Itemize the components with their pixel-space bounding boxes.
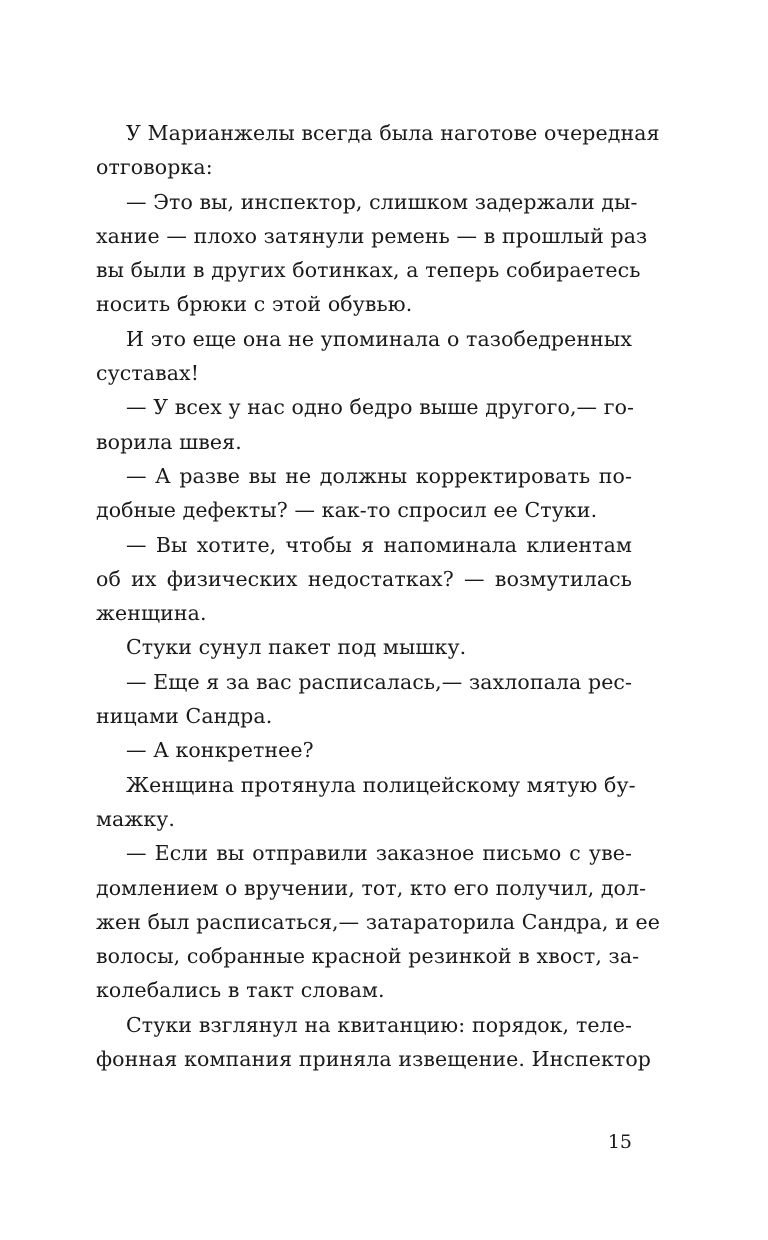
- text-line: об их физических недостатках? — возмутилась: [96, 566, 632, 591]
- text-line: волосы, собранные красной резинкой в хвост, за-: [96, 944, 640, 969]
- text-line: фонная компания приняла извещение. Инспектор: [96, 1047, 651, 1072]
- text-line: ницами Сандра.: [96, 704, 273, 729]
- text-line: Стуки взглянул на квитанцию: порядок, теле-: [126, 1012, 632, 1037]
- text-line: И это еще она не упоминала о тазобедренных: [126, 326, 632, 351]
- text-line: У Марианжелы всегда была наготове очередная: [126, 121, 660, 145]
- text-line: — У всех у нас одно бедро выше другого,— го-: [126, 395, 635, 420]
- text-line: — А разве вы не должны корректировать по-: [126, 463, 632, 488]
- text-line: суставах!: [96, 361, 200, 386]
- text-line: — Это вы, инспектор, слишком задержали ды-: [126, 189, 638, 214]
- text-line: Женщина протянула полицейскому мятую бу-: [126, 772, 636, 797]
- text-line: — А конкретнее?: [126, 738, 314, 763]
- text-line: вы были в других ботинках, а теперь собираетесь: [96, 258, 641, 283]
- text-line: — Вы хотите, чтобы я напоминала клиентам: [126, 532, 632, 557]
- text-line: отговорка:: [96, 155, 213, 180]
- text-line: носить брюки с этой обувью.: [96, 292, 413, 317]
- text-line: женщина.: [96, 601, 207, 626]
- text-line: добные дефекты? — как-то спросил ее Стуки.: [96, 498, 598, 523]
- page-number: 15: [607, 1131, 632, 1153]
- body-text: [96, 116, 660, 1076]
- text-line: Стуки сунул пакет под мышку.: [126, 635, 467, 660]
- text-line: мажку.: [96, 806, 176, 831]
- text-line: — Еще я за вас расписалась,— захлопала рес-: [126, 669, 633, 694]
- text-line: хание — плохо затянули ремень — в прошлый раз: [96, 223, 648, 248]
- text-line: — Если вы отправили заказное письмо с уве-: [126, 841, 632, 866]
- text-line: колебались в такт словам.: [96, 978, 385, 1003]
- text-line: жен был расписаться,— затараторила Сандра, и ее: [96, 909, 660, 934]
- text-line: ворила швея.: [96, 429, 242, 454]
- text-line: домлением о вручении, тот, кто его получил, дол-: [96, 875, 647, 900]
